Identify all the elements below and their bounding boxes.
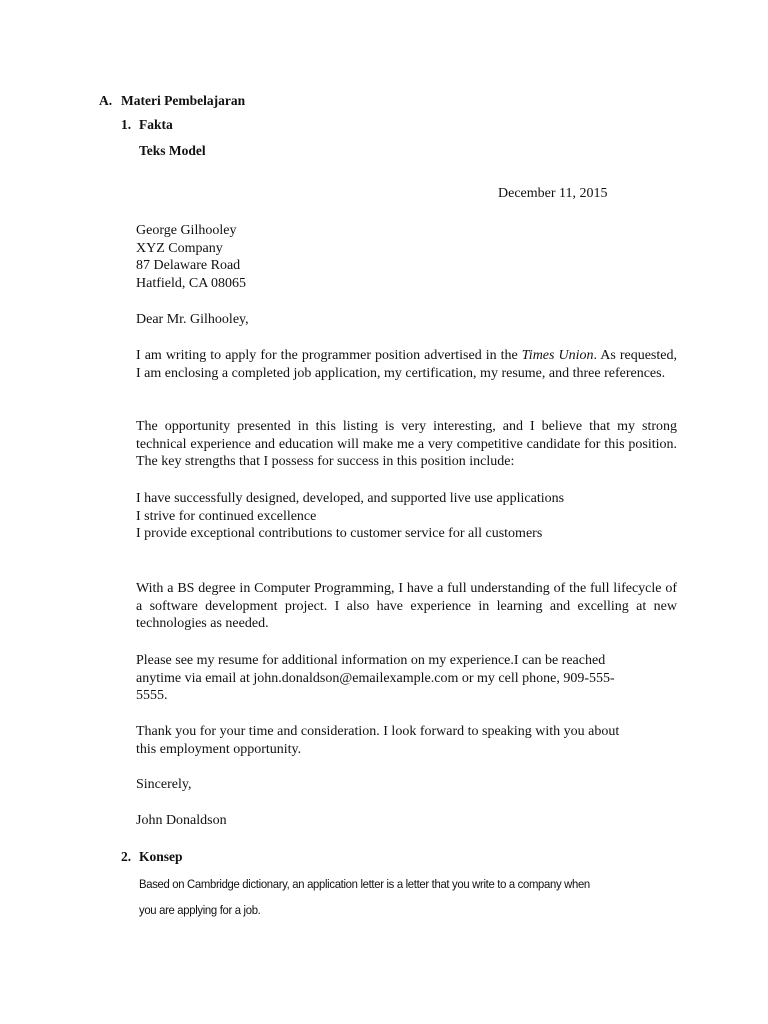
- teks-model-heading: Teks Model: [139, 143, 206, 158]
- section-a-marker: A.: [99, 93, 113, 108]
- konsep-line: you are applying for a job.: [139, 903, 261, 917]
- section-1-title: Fakta: [139, 117, 173, 132]
- section-1-marker: 1.: [121, 117, 132, 132]
- paragraph-contact: [136, 652, 677, 705]
- recipient-address: [136, 222, 677, 292]
- paragraph-opportunity: The opportunity presented in this listing is very interesting, and I believe that my strong technical experience and education will make me a very competitive candidate for this position. The key strengths that I possess for success in this position include:: [136, 419, 677, 470]
- strength-item: I provide exceptional contributions to customer service for all customers: [136, 526, 543, 542]
- recipient-company: XYZ Company: [136, 240, 223, 256]
- section-a-heading: [99, 93, 245, 109]
- paragraph-intro-start: I am writing to apply for the programmer position advertised in the: [136, 348, 522, 363]
- paragraph-thanks: [136, 723, 677, 758]
- recipient-city: Hatfield, CA 08065: [136, 275, 247, 291]
- section-2-title: Konsep: [139, 849, 183, 864]
- konsep-definition: [139, 871, 679, 923]
- strength-item: I strive for continued excellence: [136, 508, 317, 524]
- letter-date: December 11, 2015: [498, 186, 608, 201]
- paragraph-thanks-line: Thank you for your time and consideration. I look forward to speaking with you about: [136, 724, 620, 739]
- newspaper-name: Times Union: [521, 348, 594, 363]
- section-a-title: Materi Pembelajaran: [121, 93, 246, 108]
- recipient-name: George Gilhooley: [136, 223, 237, 238]
- strengths-list: [136, 490, 677, 543]
- paragraph-degree: With a BS degree in Computer Programming, I have a full understanding of the full lifecycle of a software development project. I also have experience in learning and excelling at new technologies as needed.: [136, 581, 677, 632]
- section-2-heading: [121, 849, 183, 865]
- closing: Sincerely,: [136, 777, 192, 792]
- paragraph-intro-end: . As requested, I am enclosing a completed job application, my certification, my resume, and three references.: [136, 348, 677, 381]
- paragraph-thanks-line: this employment opportunity.: [136, 741, 302, 757]
- signer-name: John Donaldson: [136, 813, 227, 828]
- section-2-marker: 2.: [121, 849, 132, 864]
- konsep-line: Based on Cambridge dictionary, an application letter is a letter that you write to a company when: [139, 877, 590, 891]
- paragraph-contact-line: anytime via email at john.donaldson@emailexample.com or my cell phone, 909-555-: [136, 670, 615, 686]
- paragraph-contact-line: 5555.: [136, 688, 168, 704]
- paragraph-intro: [136, 347, 677, 382]
- salutation: Dear Mr. Gilhooley,: [136, 312, 249, 327]
- paragraph-contact-line: Please see my resume for additional information on my experience.I can be reached: [136, 653, 606, 668]
- section-1-heading: [121, 117, 173, 133]
- strength-item: I have successfully designed, developed, and supported live use applications: [136, 491, 565, 506]
- recipient-street: 87 Delaware Road: [136, 258, 241, 274]
